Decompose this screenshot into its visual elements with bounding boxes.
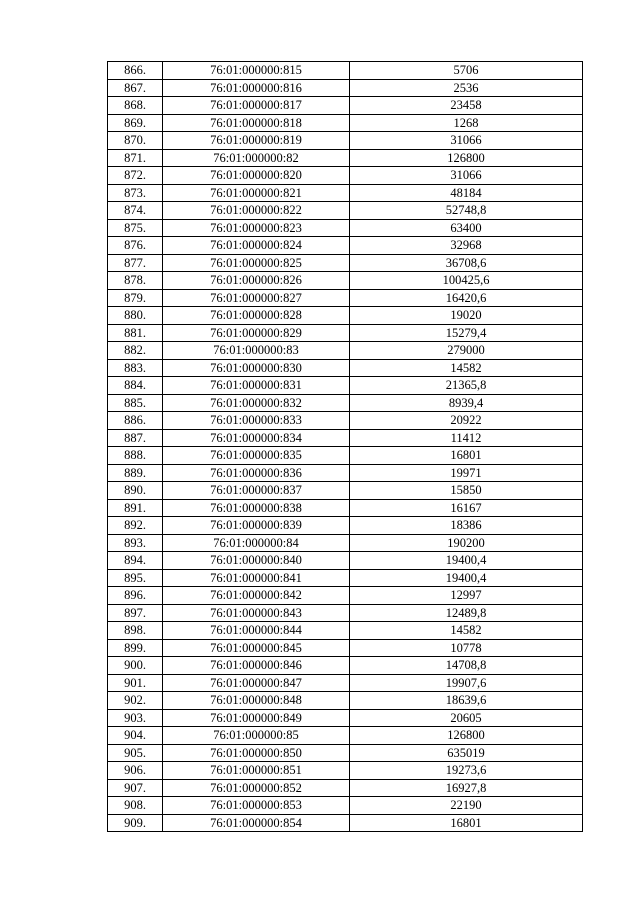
row-number-cell: 907. (108, 779, 163, 797)
value-cell: 14582 (350, 622, 583, 640)
table-row (108, 692, 583, 710)
table-row (108, 412, 583, 430)
cadastral-number-cell: 76:01:000000:820 (163, 167, 350, 185)
cadastral-number-cell: 76:01:000000:842 (163, 587, 350, 605)
table-row (108, 639, 583, 657)
row-number-cell: 890. (108, 482, 163, 500)
row-number-cell: 873. (108, 184, 163, 202)
row-number-cell: 892. (108, 517, 163, 535)
table-row (108, 184, 583, 202)
table-row (108, 219, 583, 237)
value-cell: 279000 (350, 342, 583, 360)
cadastral-number-cell: 76:01:000000:827 (163, 289, 350, 307)
table-row (108, 779, 583, 797)
cadastral-number-cell: 76:01:000000:843 (163, 604, 350, 622)
table-row (108, 517, 583, 535)
cadastral-number-cell: 76:01:000000:854 (163, 814, 350, 832)
cadastral-number-cell: 76:01:000000:853 (163, 797, 350, 815)
value-cell: 31066 (350, 167, 583, 185)
cadastral-number-cell: 76:01:000000:838 (163, 499, 350, 517)
row-number-cell: 893. (108, 534, 163, 552)
table-row (108, 62, 583, 80)
table-row (108, 552, 583, 570)
value-cell: 19971 (350, 464, 583, 482)
cadastral-table (107, 61, 583, 832)
row-number-cell: 901. (108, 674, 163, 692)
document-page (107, 61, 582, 832)
row-number-cell: 884. (108, 377, 163, 395)
cadastral-number-cell: 76:01:000000:85 (163, 727, 350, 745)
value-cell: 23458 (350, 97, 583, 115)
table-row (108, 394, 583, 412)
value-cell: 19400,4 (350, 552, 583, 570)
value-cell: 15279,4 (350, 324, 583, 342)
table-row (108, 604, 583, 622)
row-number-cell: 889. (108, 464, 163, 482)
cadastral-number-cell: 76:01:000000:833 (163, 412, 350, 430)
value-cell: 126800 (350, 149, 583, 167)
value-cell: 190200 (350, 534, 583, 552)
cadastral-number-cell: 76:01:000000:823 (163, 219, 350, 237)
value-cell: 63400 (350, 219, 583, 237)
row-number-cell: 877. (108, 254, 163, 272)
cadastral-number-cell: 76:01:000000:825 (163, 254, 350, 272)
table-row (108, 622, 583, 640)
cadastral-number-cell: 76:01:000000:84 (163, 534, 350, 552)
table-row (108, 202, 583, 220)
value-cell: 16801 (350, 447, 583, 465)
row-number-cell: 874. (108, 202, 163, 220)
value-cell: 15850 (350, 482, 583, 500)
table-row (108, 534, 583, 552)
value-cell: 100425,6 (350, 272, 583, 290)
row-number-cell: 903. (108, 709, 163, 727)
table-row (108, 307, 583, 325)
table-row (108, 342, 583, 360)
value-cell: 19020 (350, 307, 583, 325)
row-number-cell: 879. (108, 289, 163, 307)
cadastral-number-cell: 76:01:000000:841 (163, 569, 350, 587)
value-cell: 16420,6 (350, 289, 583, 307)
table-row (108, 149, 583, 167)
cadastral-number-cell: 76:01:000000:824 (163, 237, 350, 255)
value-cell: 5706 (350, 62, 583, 80)
table-row (108, 237, 583, 255)
value-cell: 126800 (350, 727, 583, 745)
value-cell: 18386 (350, 517, 583, 535)
value-cell: 31066 (350, 132, 583, 150)
cadastral-number-cell: 76:01:000000:835 (163, 447, 350, 465)
table-body (108, 62, 583, 832)
row-number-cell: 891. (108, 499, 163, 517)
row-number-cell: 904. (108, 727, 163, 745)
value-cell: 19273,6 (350, 762, 583, 780)
row-number-cell: 885. (108, 394, 163, 412)
row-number-cell: 896. (108, 587, 163, 605)
row-number-cell: 888. (108, 447, 163, 465)
cadastral-number-cell: 76:01:000000:851 (163, 762, 350, 780)
table-row (108, 254, 583, 272)
row-number-cell: 899. (108, 639, 163, 657)
table-row (108, 814, 583, 832)
value-cell: 11412 (350, 429, 583, 447)
row-number-cell: 894. (108, 552, 163, 570)
cadastral-number-cell: 76:01:000000:829 (163, 324, 350, 342)
value-cell: 16927,8 (350, 779, 583, 797)
row-number-cell: 868. (108, 97, 163, 115)
cadastral-number-cell: 76:01:000000:844 (163, 622, 350, 640)
row-number-cell: 876. (108, 237, 163, 255)
cadastral-number-cell: 76:01:000000:828 (163, 307, 350, 325)
cadastral-number-cell: 76:01:000000:832 (163, 394, 350, 412)
value-cell: 14582 (350, 359, 583, 377)
cadastral-number-cell: 76:01:000000:826 (163, 272, 350, 290)
row-number-cell: 909. (108, 814, 163, 832)
row-number-cell: 871. (108, 149, 163, 167)
cadastral-number-cell: 76:01:000000:840 (163, 552, 350, 570)
cadastral-number-cell: 76:01:000000:830 (163, 359, 350, 377)
value-cell: 10778 (350, 639, 583, 657)
value-cell: 52748,8 (350, 202, 583, 220)
value-cell: 18639,6 (350, 692, 583, 710)
row-number-cell: 908. (108, 797, 163, 815)
value-cell: 21365,8 (350, 377, 583, 395)
cadastral-number-cell: 76:01:000000:819 (163, 132, 350, 150)
table-row (108, 114, 583, 132)
value-cell: 19400,4 (350, 569, 583, 587)
cadastral-number-cell: 76:01:000000:836 (163, 464, 350, 482)
value-cell: 1268 (350, 114, 583, 132)
table-row (108, 167, 583, 185)
table-row (108, 377, 583, 395)
row-number-cell: 883. (108, 359, 163, 377)
row-number-cell: 900. (108, 657, 163, 675)
value-cell: 12997 (350, 587, 583, 605)
cadastral-number-cell: 76:01:000000:831 (163, 377, 350, 395)
row-number-cell: 886. (108, 412, 163, 430)
table-row (108, 464, 583, 482)
row-number-cell: 869. (108, 114, 163, 132)
cadastral-number-cell: 76:01:000000:837 (163, 482, 350, 500)
value-cell: 635019 (350, 744, 583, 762)
value-cell: 12489,8 (350, 604, 583, 622)
row-number-cell: 895. (108, 569, 163, 587)
row-number-cell: 870. (108, 132, 163, 150)
value-cell: 2536 (350, 79, 583, 97)
row-number-cell: 866. (108, 62, 163, 80)
cadastral-number-cell: 76:01:000000:818 (163, 114, 350, 132)
cadastral-number-cell: 76:01:000000:849 (163, 709, 350, 727)
table-row (108, 499, 583, 517)
table-row (108, 744, 583, 762)
row-number-cell: 898. (108, 622, 163, 640)
row-number-cell: 872. (108, 167, 163, 185)
cadastral-number-cell: 76:01:000000:822 (163, 202, 350, 220)
row-number-cell: 902. (108, 692, 163, 710)
value-cell: 14708,8 (350, 657, 583, 675)
value-cell: 48184 (350, 184, 583, 202)
cadastral-number-cell: 76:01:000000:847 (163, 674, 350, 692)
row-number-cell: 887. (108, 429, 163, 447)
row-number-cell: 882. (108, 342, 163, 360)
cadastral-number-cell: 76:01:000000:848 (163, 692, 350, 710)
cadastral-number-cell: 76:01:000000:846 (163, 657, 350, 675)
row-number-cell: 881. (108, 324, 163, 342)
cadastral-number-cell: 76:01:000000:839 (163, 517, 350, 535)
table-row (108, 97, 583, 115)
cadastral-number-cell: 76:01:000000:852 (163, 779, 350, 797)
row-number-cell: 905. (108, 744, 163, 762)
table-row (108, 587, 583, 605)
value-cell: 20922 (350, 412, 583, 430)
row-number-cell: 875. (108, 219, 163, 237)
row-number-cell: 880. (108, 307, 163, 325)
cadastral-number-cell: 76:01:000000:816 (163, 79, 350, 97)
table-row (108, 727, 583, 745)
table-row (108, 482, 583, 500)
table-row (108, 79, 583, 97)
row-number-cell: 906. (108, 762, 163, 780)
table-row (108, 569, 583, 587)
row-number-cell: 878. (108, 272, 163, 290)
table-row (108, 289, 583, 307)
table-row (108, 797, 583, 815)
table-row (108, 324, 583, 342)
value-cell: 36708,6 (350, 254, 583, 272)
value-cell: 16167 (350, 499, 583, 517)
cadastral-number-cell: 76:01:000000:817 (163, 97, 350, 115)
table-row (108, 429, 583, 447)
table-row (108, 272, 583, 290)
table-row (108, 762, 583, 780)
cadastral-number-cell: 76:01:000000:821 (163, 184, 350, 202)
cadastral-number-cell: 76:01:000000:83 (163, 342, 350, 360)
table-row (108, 447, 583, 465)
value-cell: 22190 (350, 797, 583, 815)
value-cell: 16801 (350, 814, 583, 832)
table-row (108, 674, 583, 692)
cadastral-number-cell: 76:01:000000:834 (163, 429, 350, 447)
table-row (108, 709, 583, 727)
table-row (108, 359, 583, 377)
table-row (108, 657, 583, 675)
cadastral-number-cell: 76:01:000000:82 (163, 149, 350, 167)
row-number-cell: 867. (108, 79, 163, 97)
value-cell: 32968 (350, 237, 583, 255)
value-cell: 19907,6 (350, 674, 583, 692)
row-number-cell: 897. (108, 604, 163, 622)
cadastral-number-cell: 76:01:000000:845 (163, 639, 350, 657)
table-row (108, 132, 583, 150)
cadastral-number-cell: 76:01:000000:850 (163, 744, 350, 762)
value-cell: 8939,4 (350, 394, 583, 412)
value-cell: 20605 (350, 709, 583, 727)
cadastral-number-cell: 76:01:000000:815 (163, 62, 350, 80)
